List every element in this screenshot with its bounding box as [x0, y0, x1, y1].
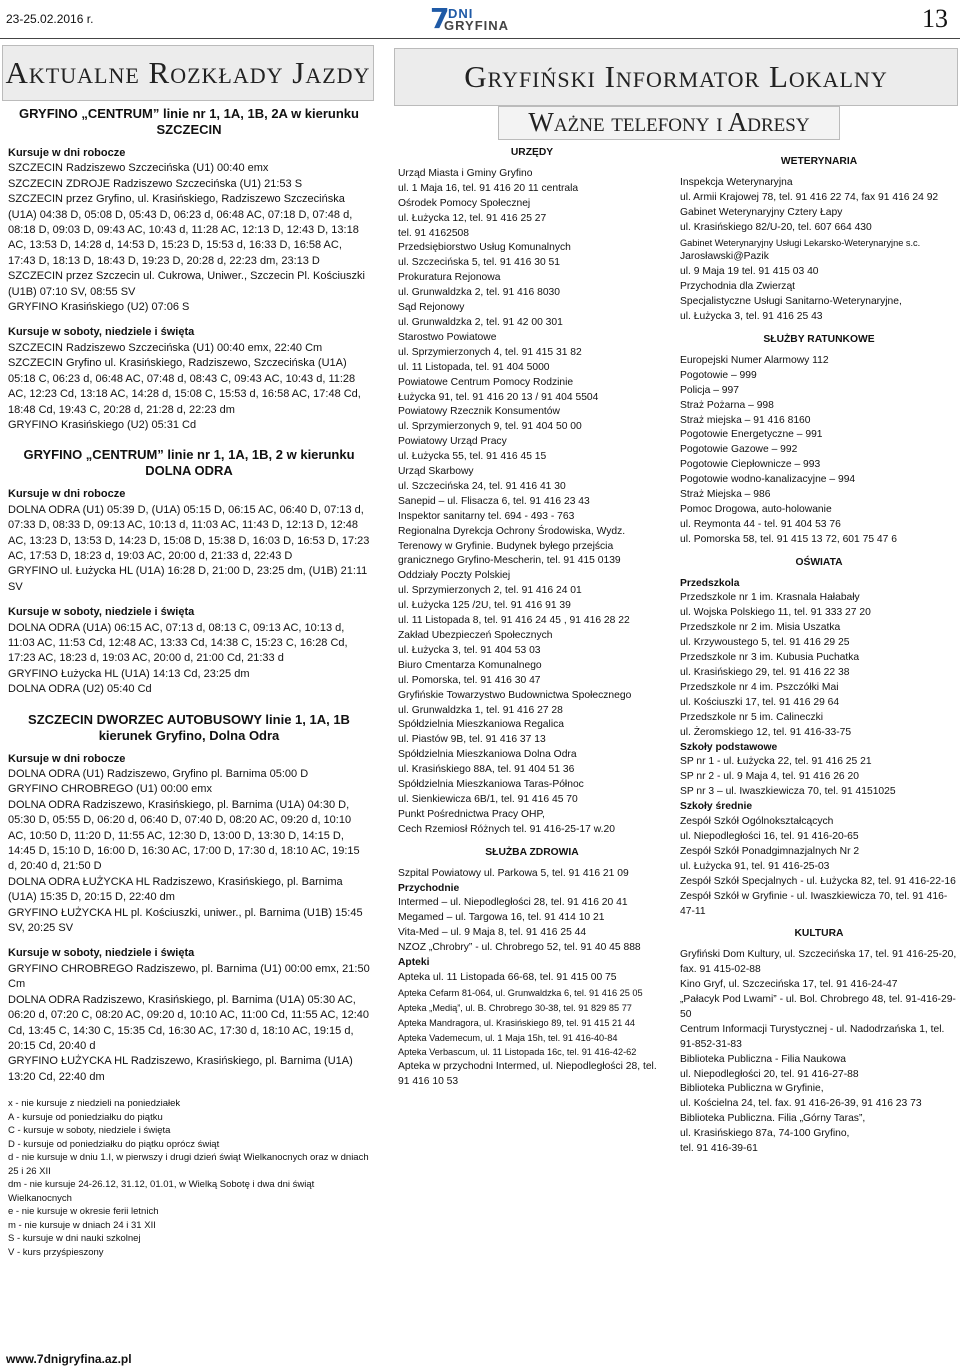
directory-entry: Oddziały Poczty Polskiej: [398, 570, 511, 582]
legend-item: A - kursuje od poniedziałku do piątku: [8, 1111, 163, 1123]
schedule-entry: DOLNA ODRA Radziszewo, Krasińskiego, pl. Barnima (U1A) 05:30 AC, 06:20 d, 07:20 C, 08:20 AC, 09:20 d, 10:10 AC, 11:00 Cd, 11:55 AC, 12:40 Cd, 13:45 C, 14:30 C, 15:35 Cd, 16:30 AC, 17:30 d, 18:10 AC, 19:15 d, 20:15 Cd, 20:40 d: [8, 993, 370, 1052]
section-heading: OŚWIATA: [795, 556, 843, 568]
directory-entry: Biblioteka Publiczna. Filia „Górny Taras”,: [680, 1113, 866, 1125]
directory-entry: Przedsiębiorstwo Usług Komunalnych: [398, 242, 571, 254]
schedule-entry: GRYFINO CHROBREGO Radziszewo, pl. Barnima (U1) 00:00 emx, 21:50 Cm: [8, 962, 370, 991]
directory-entry: Policja – 997: [680, 384, 739, 396]
schedule-entry: SZCZECIN ZDROJE Radziszewo Szczecińska (U1) 21:53 S: [8, 177, 303, 190]
directory-entry: Pogotowie – 999: [680, 369, 757, 381]
schedule-entry: GRYFINO ul. Łużycka HL (U1A) 16:28 D, 21:00 D, 23:25 dm, (U1B) 21:11 SV: [8, 565, 368, 593]
schedule-entry: GRYFINO CHROBREGO (U1) 00:00 emx: [8, 783, 212, 796]
directory-entry: SP nr 1 - ul. Łużycka 22, tel. 91 416 25 21: [680, 756, 872, 768]
issue-date: 23-25.02.2016 r.: [6, 12, 94, 26]
directory-entry: ul. Łużycka 3, tel. 91 416 25 43: [680, 311, 823, 323]
directory-entry: SP nr 3 – ul. Iwaszkiewicza 70, tel. 91 4151025: [680, 786, 896, 798]
directory-entry: ul. Armii Krajowej 78, tel. 91 416 22 74, fax 91 416 24 92: [680, 191, 939, 203]
directory-entry: ul. Grunwaldzka 1, tel. 91 416 27 28: [398, 704, 563, 716]
legend-item: dm - nie kursuje 24-26.12, 31.12, 01.01, w Wielką Sobotę i dwa dni świąt Wielkanocnych: [8, 1179, 315, 1204]
directory-entry: Europejski Numer Alarmowy 112: [680, 354, 829, 366]
directory-entry: tel. 91 416-39-61: [680, 1143, 758, 1155]
directory-entry: SP nr 2 - ul. 9 Maja 4, tel. 91 416 26 20: [680, 771, 859, 783]
directory-entry: Biblioteka Publiczna w Gryfinie,: [680, 1083, 824, 1095]
directory-entry: ul. 11 Listopada, tel. 91 404 5000: [398, 361, 550, 373]
timetable-column: [8, 100, 370, 1259]
directory-entry: Gryfińskie Towarzystwo Budownictwa Społecznego: [398, 689, 632, 701]
subsection-heading: Szkoły podstawowe: [680, 741, 778, 753]
subsection-heading: Przedszkola: [680, 577, 740, 589]
schedule-entry: DOLNA ODRA Radziszewo, Krasińskiego, pl. Barnima (U1A) 04:30 D, 05:30 D, 05:55 D, 06:20 d, 06:40 D, 07:40 D, 08:20 AC, 09:20 d, 10:10 AC, 10:50 D, 11:20 D, 11:55 AC, 12:30 D, 13:00 D, 13:30 D, 14:15 D, 14:45 D, 15:10 D, 16:00 D, 16:30 AC, 17:00 D, 17:30 d, 18:10 AC, 19:15 d, 20:40 d, 21:50 D: [8, 798, 360, 873]
directory-entry: Łużycka 91, tel. 91 416 20 13 / 91 404 5504: [398, 391, 599, 403]
directory-entry: Przedszkole nr 1 im. Krasnala Hałabały: [680, 592, 860, 604]
directory-entry: Apteka w przychodni Intermed, ul. Niepodległości 28, tel. 91 416 10 53: [398, 1061, 657, 1088]
directory-entry: Sąd Rejonowy: [398, 302, 465, 314]
directory-entry: ul. 11 Listopada 8, tel. 91 416 24 45 , 91 416 28 22: [398, 615, 630, 627]
directory-entry: ul. Szczecińska 5, tel. 91 416 30 51: [398, 257, 560, 269]
directory-entry: ul. Sienkiewicza 6B/1, tel. 91 416 45 70: [398, 793, 578, 805]
schedule-entry: SZCZECIN Gryfino ul. Krasińskiego, Radziszewo, Szczecińska (U1A) 05:18 C, 06:23 d, 06:48 AC, 07:48 d, 08:43 C, 09:43 AC, 10:43 d, 11:28 AC, 12:23 Cd, 13:18 AC, 14:28 d, 15:08 C, 15:53 d, 16:58 AC, 17:48 Cd, 18:48 Cd, 19:43 C, 20:28 d, 21:28 d, 22:23 dm: [8, 357, 361, 416]
directory-entry: Pogotowie Gazowe – 992: [680, 444, 798, 456]
directory-entry: Spółdzielnia Mieszkaniowa Taras-Północ: [398, 779, 584, 791]
block-title: SZCZECIN DWORZEC AUTOBUSOWY linie 1, 1A, 1B kierunek Gryfino, Dolna Odra: [28, 711, 350, 743]
directory-entry: ul. Kościuszki 17, tel. 91 416 29 64: [680, 696, 840, 708]
schedule-entry: DOLNA ODRA (U2) 05:40 Cd: [8, 683, 152, 696]
timetable-block-3: [8, 712, 370, 1086]
directory-entry: Szpital Powiatowy ul. Parkowa 5, tel. 91 416 21 09: [398, 867, 629, 879]
directory-entry: Przychodnia dla Zwierząt: [680, 281, 796, 293]
directory-entry: Powiatowy Urząd Pracy: [398, 436, 507, 448]
legend-item: S - kursuje w dni nauki szkolnej: [8, 1233, 141, 1245]
directory-entry: Specjalistyczne Usługi Sanitarno-Weterynaryjne,: [680, 296, 902, 308]
schedule-entry: SZCZECIN przez Gryfino, ul. Krasińskiego, Radziszewo Szczecińska (U1A) 04:38 D, 05:08 D, 05:43 D, 06:23 d, 06:48 AC, 07:18 D, 07:48 d, 08:18 D, 09:03 D, 09:43 AC, 10:43 d, 11:28 AC, 12:13 D, 12:43 D, 13:18 AC, 13:53 D, 14:28 d, 14:53 D, 15:23 D, 15:53 d, 16:33 D, 16:58 AC, 17:43 D, 18:13 D, 18:43 D, 19:23 D, 20:28 d, 22:23 dm, 23:13 D: [8, 193, 359, 267]
directory-entry: Urząd Skarbowy: [398, 466, 474, 478]
directory-entry: ul. Łużycka 12, tel. 91 416 25 27: [398, 212, 547, 224]
directory-entry: NZOZ „Chrobry” - ul. Chrobrego 52, tel. 91 40 45 888: [398, 942, 641, 954]
schedule-entry: DOLNA ODRA ŁUŻYCKA HL Radziszewo, Krasińskiego, pl. Barnima (U1A) 15:35 D, 20:15 D, 22:40 dm: [8, 875, 343, 904]
directory-entry: ul. Piastów 9B, tel. 91 416 37 13: [398, 734, 546, 746]
legend: [8, 1097, 370, 1259]
directory-entry: ul. Grunwaldzka 2, tel. 91 416 8030: [398, 287, 560, 299]
phones-subbanner: Ważne telefony i Adresy: [498, 106, 840, 140]
directory-entry: Powiatowe Centrum Pomocy Rodzinie: [398, 376, 574, 388]
weekday-label: Kursuje w dni robocze: [8, 752, 126, 765]
directory-entry: Spółdzielnia Mieszkaniowa Regalica: [398, 719, 564, 731]
schedule-entry: SZCZECIN przez Szczecin ul. Cukrowa, Uniwer., Szczecin Pl. Kościuszki (U1B) 07:10 SV, 08:55 SV: [8, 270, 365, 298]
directory-entry: Przedszkole nr 3 im. Kubusia Puchatka: [680, 652, 860, 664]
directory-entry: ul. Pomorska 58, tel. 91 415 13 72, 601 75 47 6: [680, 533, 897, 545]
directory-entry: Zespół Szkół w Gryfinie - ul. Iwaszkiewicza 70, tel. 91 416-47-11: [680, 890, 948, 917]
directory-entry: Przedszkole nr 5 im. Calineczki: [680, 711, 824, 723]
directory-entry: ul. Krasińskiego 29, tel. 91 416 22 38: [680, 667, 850, 678]
directory-entry: „Pałacyk Pod Lwami” - ul. Bol. Chrobrego 48, tel. 91-416-29-50: [680, 994, 956, 1020]
directory-entry: Biuro Cmentarza Komunalnego: [398, 659, 542, 671]
directory-entry: Gabinet Weterynaryjny Cztery Łapy: [680, 206, 843, 218]
directory-entry: Gryfiński Dom Kultury, ul. Szczecińska 17, tel. 91 416-25-20, fax. 91 415-02-88: [680, 949, 957, 976]
section-heading: SŁUŻBA ZDROWIA: [485, 846, 579, 858]
subsection-heading: Apteki: [398, 957, 430, 969]
weekday-label: Kursuje w dni robocze: [8, 488, 126, 501]
directory-entry: Straż Miejska – 986: [680, 489, 771, 501]
directory-entry: ul. Krzywoustego 5, tel. 91 416 29 25: [680, 637, 850, 649]
directory-entry: ul. Sprzymierzonych 2, tel. 91 416 24 01: [398, 585, 582, 597]
directory-entry: Zespół Szkół Specjalnych - ul. Łużycka 82, tel. 91 416-22-16: [680, 875, 956, 887]
directory-entry: ul. Krasińskiego 87a, 74-100 Gryfino,: [680, 1128, 850, 1140]
directory-entry: Starostwo Powiatowe: [398, 331, 497, 343]
directory-entry: Inspektor sanitarny tel. 694 - 493 - 763: [398, 510, 575, 522]
directory-entry: Przedszkole nr 2 im. Misia Uszatka: [680, 622, 841, 634]
directory-entry: ul. Grunwaldzka 2, tel. 91 42 00 301: [398, 316, 563, 328]
directory-entry: ul. Sprzymierzonych 4, tel. 91 415 31 82: [398, 346, 582, 358]
directory-entry: Pogotowie Ciepłownicze – 993: [680, 459, 821, 471]
directory-entry: ul. 1 Maja 16, tel. 91 416 20 11 centrala: [398, 182, 579, 194]
directory-entry: Kino Gryf, ul. Szczecińska 17, tel. 91 416-24-47: [680, 979, 898, 991]
schedule-entry: DOLNA ODRA (U1) 05:39 D, (U1A) 05:15 D, 06:15 AC, 06:40 D, 07:13 d, 07:33 D, 08:33 D, 09:13 AC, 10:13 d, 11:03 AC, 11:43 D, 12:13 D, 12:48 AC, 13:23 D, 13:53 D, 14:23 D, 15:08 D, 15:38 D, 16:03 D, 16:53 D, 17:23 AC, 17:53 D, 18:23 d, 19:03 AC, 20:00 d, 21:33 d, 22:43 D: [8, 503, 370, 562]
directory-entry: Pogotowie Energetyczne – 991: [680, 429, 823, 441]
directory-entry: Vita-Med – ul. 9 Maja 8, tel. 91 416 25 44: [398, 927, 587, 939]
subsection-heading: Przychodnie: [398, 882, 460, 894]
directory-entry: ul. Łużycka 55, tel. 91 416 45 15: [398, 451, 547, 463]
directory-entry: Apteka Vademecum, ul. 1 Maja 15h, tel. 91 416-40-84: [398, 1032, 618, 1043]
directory-entry: Apteka „Medią”, ul. B. Chrobrego 30-38, tel. 91 829 85 77: [398, 1002, 632, 1013]
directory-entry: ul. Pomorska, tel. 91 416 30 47: [398, 674, 541, 686]
schedule-entry: SZCZECIN Radziszewo Szczecińska (U1) 00:40 emx: [8, 162, 269, 175]
legend-item: V - kurs przyśpieszony: [8, 1246, 104, 1258]
directory-entry: Sanepid – ul. Flisacza 6, tel. 91 416 23 43: [398, 495, 590, 507]
legend-item: D - kursuje od poniedziałku do piątku oprócz świąt: [8, 1138, 220, 1150]
directory-entry: Apteka Cefarm 81-064, ul. Grunwaldzka 6, tel. 91 416 25 05: [398, 987, 643, 998]
directory-column-middle: [398, 146, 666, 1090]
directory-entry: Gabinet Weterynaryjny Usługi Lekarsko-Weterynaryjne s.c.: [680, 237, 921, 248]
directory-entry: Powiatowy Rzecznik Konsumentów: [398, 406, 560, 418]
directory-entry: ul. Łużycka 3, tel. 91 404 53 03: [398, 644, 541, 656]
timetable-block-2: [8, 447, 370, 697]
page-header: [0, 0, 960, 39]
legend-item: C - kursuje w soboty, niedziele i święta: [8, 1125, 171, 1137]
directory-entry: ul. Krasińskiego 88A, tel. 91 404 51 36: [398, 764, 575, 776]
legend-item: d - nie kursuje w dniu 1.I, w pierwszy i drugi dzień świąt Wielkanocnych oraz w dniach 25 i 26 XII: [8, 1152, 369, 1177]
directory-entry: Regionalna Dyrekcja Ochrony Środowiska, Wydz. Terenowy w Gryfinie. Budynek byłego przejścia granicznego Gryfino-Mescherin, tel. 91 415 0139: [398, 525, 626, 567]
directory-entry: ul. Niepodległości 20, tel. 91 416-27-88: [680, 1068, 859, 1080]
directory-entry: Megamed – ul. Targowa 16, tel. 91 414 10 21: [398, 912, 605, 924]
schedule-entry: GRYFINO Krasińskiego (U2) 07:06 S: [8, 301, 190, 314]
directory-entry: ul. Łużycka 125 /2U, tel. 91 416 91 39: [398, 600, 571, 612]
block-title: GRYFINO „CENTRUM” linie nr 1, 1A, 1B, 2A w kierunku SZCZECIN: [19, 106, 359, 137]
directory-entry: Centrum Informacji Turystycznej - ul. Nadodrzańska 1, tel. 91-852-31-83: [680, 1023, 945, 1050]
legend-item: m - nie kursuje w dniach 24 i 31 XII: [8, 1219, 156, 1231]
footer-url[interactable]: www.7dnigryfina.az.pl: [6, 1352, 132, 1366]
section-heading: URZĘDY: [510, 147, 554, 158]
directory-entry: Biblioteka Publiczna - Filia Naukowa: [680, 1053, 846, 1065]
directory-entry: Urząd Miasta i Gminy Gryfino: [398, 167, 533, 179]
directory-entry: tel. 91 4162508: [398, 227, 469, 239]
schedule-entry: GRYFINO ŁUŻYCKA HL pl. Kościuszki, uniwer., pl. Barnima (U1B) 15:45 SV, 20:25 SV: [8, 906, 363, 935]
directory-entry: ul. 9 Maja 19 tel. 91 415 03 40: [680, 266, 819, 278]
directory-entry: ul. Krasińskiego 82/U-20, tel. 607 664 430: [680, 221, 872, 233]
schedule-entry: DOLNA ODRA (U1) Radziszewo, Gryfino pl. Barnima 05:00 D: [8, 768, 309, 780]
directory-entry: Zespół Szkół Ogólnokształcących: [680, 816, 834, 828]
newspaper-logo: [430, 4, 520, 34]
directory-entry: Inspekcja Weterynaryjna: [680, 176, 793, 188]
directory-entry: ul. Kościelna 24, tel. fax. 91 416-26-39, 91 416 23 73: [680, 1098, 922, 1110]
weekend-label: Kursuje w soboty, niedziele i święta: [8, 606, 195, 619]
logo-mark: 7: [430, 2, 450, 35]
page-number: 13: [922, 4, 948, 33]
section-heading: SŁUŻBY RATUNKOWE: [763, 333, 875, 345]
directory-column-right: [680, 155, 958, 1157]
section-heading: KULTURA: [794, 928, 844, 940]
directory-entry: Prokuratura Rejonowa: [398, 272, 501, 284]
directory-entry: Straż Pożarna – 998: [680, 399, 774, 411]
directory-entry: ul. Niepodległości 16, tel. 91 416-20-65: [680, 830, 859, 842]
directory-entry: ul. Żeromskiego 12, tel. 91 416-33-75: [680, 726, 852, 738]
schedule-entry: DOLNA ODRA (U1A) 06:15 AC, 07:13 d, 08:13 C, 09:13 AC, 10:13 d, 11:03 AC, 11:53 Cd, 12:48 AC, 13:33 Cd, 14:38 C, 15:23 C, 16:28 Cd, 17:23 AC, 18:23 d, 19:03 AC, 20:00 d, 21:00 Cd, 21:33 d: [8, 621, 348, 665]
directory-entry: ul. Reymonta 44 - tel. 91 404 53 76: [680, 518, 841, 530]
schedule-entry: GRYFINO ŁUŻYCKA HL Radziszewo, Krasińskiego, pl. Barnima (U1A) 13:20 Cd, 22:40 dm: [8, 1055, 353, 1083]
schedule-entry: GRYFINO Krasińskiego (U2) 05:31 Cd: [8, 418, 197, 431]
schedule-entry: GRYFINO Łużycka HL (U1A) 14:13 Cd, 23:25 dm: [8, 667, 250, 680]
logo-line2: GRYFINA: [444, 18, 510, 33]
directory-entry: Pogotowie wodno-kanalizacyjne – 994: [680, 474, 856, 486]
directory-entry: Straż miejska – 91 416 8160: [680, 414, 811, 426]
directory-entry: Apteka ul. 11 Listopada 66-68, tel. 91 415 00 75: [398, 971, 617, 983]
directory-entry: Apteka Mandragora, ul. Krasińskiego 89, tel. 91 415 21 44: [398, 1017, 635, 1028]
legend-item: e - nie kursuje w okresie ferii letnich: [8, 1206, 159, 1218]
timetable-block-1: [8, 106, 370, 433]
directory-entry: Punkt Pośrednictwa Pracy OHP,: [398, 808, 545, 820]
weekend-label: Kursuje w soboty, niedziele i święta: [8, 947, 195, 960]
directory-entry: ul. Wojska Polskiego 11, tel. 91 333 27 20: [680, 607, 871, 619]
section-heading: WETERYNARIA: [780, 156, 858, 167]
directory-entry: Spółdzielnia Mieszkaniowa Dolna Odra: [398, 749, 577, 761]
informer-banner: Gryfiński Informator Lokalny: [394, 48, 958, 106]
schedule-entry: SZCZECIN Radziszewo Szczecińska (U1) 00:40 emx, 22:40 Cm: [8, 341, 323, 354]
timetable-banner: Aktualne Rozkłady Jazdy: [2, 45, 374, 101]
directory-entry: Ośrodek Pomocy Społecznej: [398, 197, 531, 209]
directory-entry: Apteka Verbascum, ul. 11 Listopada 16c, tel. 91 416-42-62: [398, 1047, 637, 1058]
directory-entry: Zakład Ubezpieczeń Społecznych: [398, 630, 553, 641]
directory-entry: Przedszkole nr 4 im. Pszczółki Mai: [680, 681, 839, 693]
directory-entry: Cech Rzemiosł Różnych tel. 91 416-25-17 w.20: [398, 823, 615, 835]
directory-entry: Intermed – ul. Niepodległości 28, tel. 91 416 20 41: [398, 897, 628, 909]
legend-item: x - nie kursuje z niedzieli na poniedziałek: [8, 1098, 181, 1110]
weekend-label: Kursuje w soboty, niedziele i święta: [8, 326, 195, 339]
directory-entry: ul. Sprzymierzonych 9, tel. 91 404 50 00: [398, 421, 582, 433]
logo-line1: DNI: [448, 6, 474, 21]
directory-entry: Zespół Szkół Ponadgimnazjalnych Nr 2: [680, 845, 860, 857]
weekday-label: Kursuje w dni robocze: [8, 147, 126, 159]
subsection-heading: Szkoły średnie: [680, 801, 753, 813]
directory-entry: ul. Szczecińska 24, tel. 91 416 41 30: [398, 480, 566, 492]
directory-entry: Jarosławski@Pazik: [680, 251, 769, 263]
block-title: GRYFINO „CENTRUM” linie nr 1, 1A, 1B, 2 w kierunku DOLNA ODRA: [23, 447, 355, 479]
directory-entry: ul. Łużycka 91, tel. 91 416-25-03: [680, 860, 830, 872]
directory-entry: Pomoc Drogowa, auto-holowanie: [680, 503, 832, 515]
